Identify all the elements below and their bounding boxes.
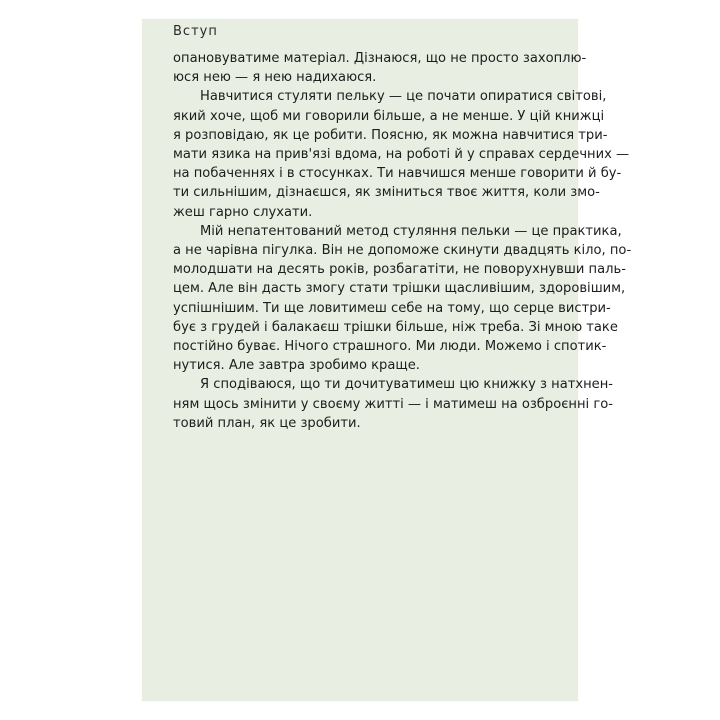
text-line: успішнішим. Ти ще ловитимеш себе на тому, що серце вистри- bbox=[173, 300, 611, 316]
text-line: мати язика на прив'язі вдома, на роботі й у справах сердечних — bbox=[173, 147, 630, 163]
text-line: Навчитися стуляти пельку — це почати опиратися світові, bbox=[200, 89, 607, 105]
text-line: молодшати на десять років, розбагатіти, не поворухнувши паль- bbox=[173, 262, 626, 278]
text-line: я розповідаю, як це робити. Поясню, як можна навчитися три- bbox=[173, 127, 608, 143]
text-line: товий план, як це зробити. bbox=[173, 415, 361, 431]
paragraph-4 bbox=[173, 375, 614, 433]
running-header: Вступ bbox=[173, 24, 218, 39]
paragraph-1 bbox=[173, 49, 587, 87]
paragraph-2 bbox=[173, 87, 630, 221]
text-line: опановуватиме матеріал. Дізнаюся, що не просто захоплю- bbox=[173, 51, 587, 66]
text-line: на побаченнях і в стосунках. Ти навчишся менше говорити й бу- bbox=[173, 166, 622, 182]
text-line: який хоче, щоб ми говорили більше, а не менше. У цій книжці bbox=[173, 108, 605, 124]
text-line: цем. Але він дасть змогу стати трішки щасливішим, здоровішим, bbox=[173, 281, 626, 297]
text-line: ти сильнішим, дізнаєшся, як зміниться твоє життя, коли змо- bbox=[173, 185, 600, 201]
text-line: а не чарівна пігулка. Він не допоможе скинути двадцять кіло, по- bbox=[173, 243, 632, 259]
text-line: ням щось змінити у своєму житті — і матимеш на озброєнні го- bbox=[173, 396, 613, 412]
text-line: постійно буває. Нічого страшного. Ми люди. Можемо і спотик- bbox=[173, 339, 607, 355]
text-line: Я сподіваюся, що ти дочитуватимеш цю книжку з натхнен- bbox=[200, 377, 614, 393]
book-page bbox=[142, 19, 632, 701]
text-line: юся нею — я нею надихаюся. bbox=[173, 70, 377, 86]
text-line: бує з грудей і балакаєш трішки більше, ніж треба. Зі мною таке bbox=[173, 319, 618, 335]
paragraph-3 bbox=[173, 222, 632, 376]
text-line: Мій непатентований метод стуляння пельки — це практика, bbox=[200, 223, 622, 239]
text-line: нутися. Але завтра зробимо краще. bbox=[173, 358, 420, 374]
body-text bbox=[173, 49, 632, 433]
text-line: жеш гарно слухати. bbox=[173, 204, 313, 220]
